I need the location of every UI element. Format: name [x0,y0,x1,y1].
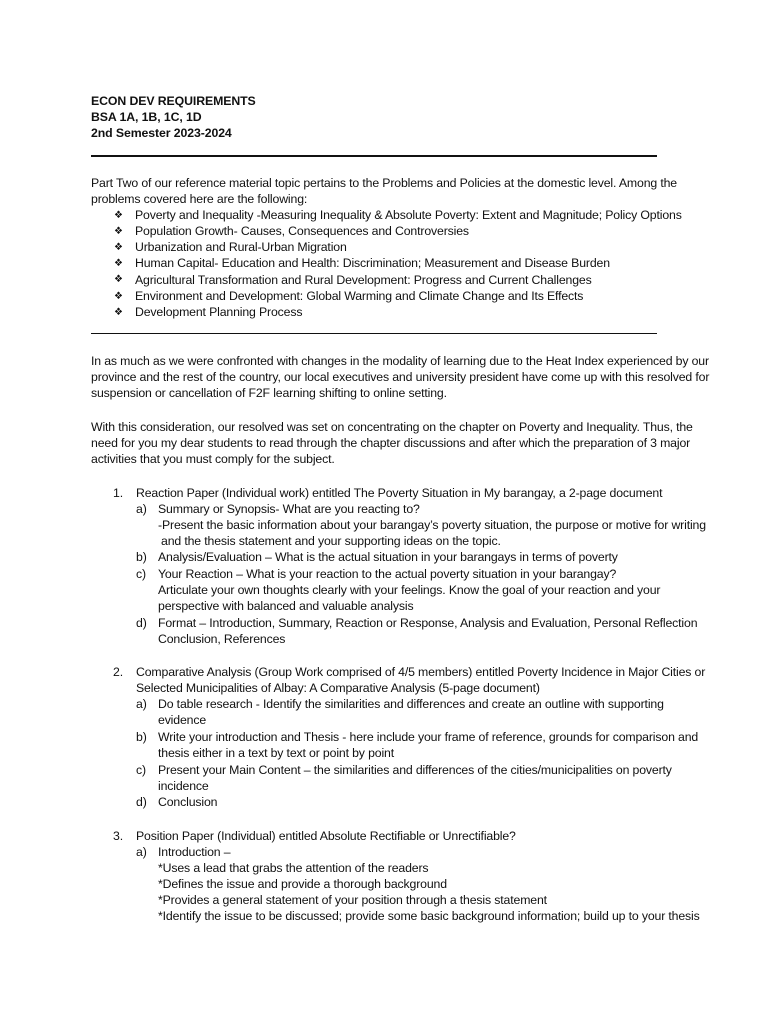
sub-item: Conclusion [158,795,218,809]
sub-item: Present your Main Content – the similarities and differences of the cities/municipalities on poverty [158,763,672,777]
sub-detail: and the thesis statement and your supporting ideas on the topic. [161,534,501,548]
sub-detail: Articulate your own thoughts clearly with your feelings. Know the goal of your reaction and your [158,583,661,597]
sub-detail: perspective with balanced and valuable analysis [158,599,414,613]
diamond-bullet-icon: ❖ [114,226,123,237]
sub-detail: *Uses a lead that grabs the attention of the readers [158,861,429,875]
item-number: 1. [113,486,123,500]
paragraph-line: province and the rest of the country, our local executives and university president have come up with this resolved for [91,370,710,384]
paragraph-line: With this consideration, our resolved was set on concentrating on the chapter on Poverty and Inequality. Thus, the [91,420,693,434]
sub-detail: -Present the basic information about your barangay’s poverty situation, the purpose or motive for writing [158,518,706,532]
item-number: 3. [113,829,123,843]
paragraph-line: suspension or cancellation of F2F learning shifting to online setting. [91,386,447,400]
topic-item: Population Growth- Causes, Consequences and Controversies [135,224,469,238]
intro-line: problems covered here are the following: [91,192,308,206]
sub-item: Your Reaction – What is your reaction to the actual poverty situation in your barangay? [158,567,617,581]
item-title: Selected Municipalities of Albay: A Comparative Analysis (5-page document) [136,681,540,695]
diamond-bullet-icon: ❖ [114,258,123,269]
sub-item: Do table research - Identify the similarities and differences and create an outline with supporting [158,697,664,711]
sub-label: b) [136,550,147,564]
paragraph-line: need for you my dear students to read through the chapter discussions and after which the preparation of 3 major [91,436,691,450]
sub-label: a) [136,502,147,516]
diamond-bullet-icon: ❖ [114,210,123,221]
topic-item: Human Capital- Education and Health: Discrimination; Measurement and Disease Burden [135,256,610,270]
document-title: ECON DEV REQUIREMENTS [91,94,256,108]
diamond-bullet-icon: ❖ [114,274,123,285]
item-number: 2. [113,665,123,679]
diamond-bullet-icon: ❖ [114,307,123,318]
sub-detail: Conclusion, References [158,632,286,646]
diamond-bullet-icon: ❖ [114,242,123,253]
intro-line: Part Two of our reference material topic pertains to the Problems and Policies at the domestic level. Among the [91,176,677,190]
paragraph-line: In as much as we were confronted with changes in the modality of learning due to the Heat Index experienced by our [91,354,709,368]
sub-detail: *Provides a general statement of your position through a thesis statement [158,893,547,907]
sub-item: Write your introduction and Thesis - here include your frame of reference, grounds for comparison and [158,730,699,744]
sub-label: b) [136,730,147,744]
item-title: Comparative Analysis (Group Work comprised of 4/5 members) entitled Poverty Incidence in Major Cities or [136,665,706,679]
document-sections: BSA 1A, 1B, 1C, 1D [91,110,202,124]
sub-detail: evidence [158,713,207,727]
sub-detail: *Defines the issue and provide a thorough background [158,877,447,891]
topic-item: Environment and Development: Global Warming and Climate Change and Its Effects [135,289,584,303]
header-divider [91,155,657,157]
sub-label: d) [136,795,147,809]
sub-label: d) [136,616,147,630]
item-title: Position Paper (Individual) entitled Absolute Rectifiable or Unrectifiable? [136,829,516,843]
sub-detail: thesis either in a text by text or point by point [158,746,394,760]
sub-item: Introduction – [158,845,231,859]
sub-detail: incidence [158,779,209,793]
sub-detail: *Identify the issue to be discussed; provide some basic background information; build up to your thesis [158,909,700,923]
item-title: Reaction Paper (Individual work) entitled The Poverty Situation in My barangay, a 2-page document [136,486,663,500]
sub-item: Format – Introduction, Summary, Reaction or Response, Analysis and Evaluation, Personal Reflection [158,616,698,630]
sub-label: a) [136,697,147,711]
diamond-bullet-icon: ❖ [114,291,123,302]
topic-item: Urbanization and Rural-Urban Migration [135,240,347,254]
sub-item: Analysis/Evaluation – What is the actual situation in your barangays in terms of poverty [158,550,618,564]
sub-label: a) [136,845,147,859]
topic-item: Poverty and Inequality -Measuring Inequality & Absolute Poverty: Extent and Magnitude; Policy Options [135,208,682,222]
topic-item: Development Planning Process [135,305,303,319]
document-semester: 2nd Semester 2023-2024 [91,126,232,140]
sub-label: c) [136,567,146,581]
topics-divider [91,333,657,334]
sub-item: Summary or Synopsis- What are you reacting to? [158,502,420,516]
sub-label: c) [136,763,146,777]
paragraph-line: activities that you must comply for the subject. [91,452,335,466]
topic-item: Agricultural Transformation and Rural Development: Progress and Current Challenges [135,273,592,287]
